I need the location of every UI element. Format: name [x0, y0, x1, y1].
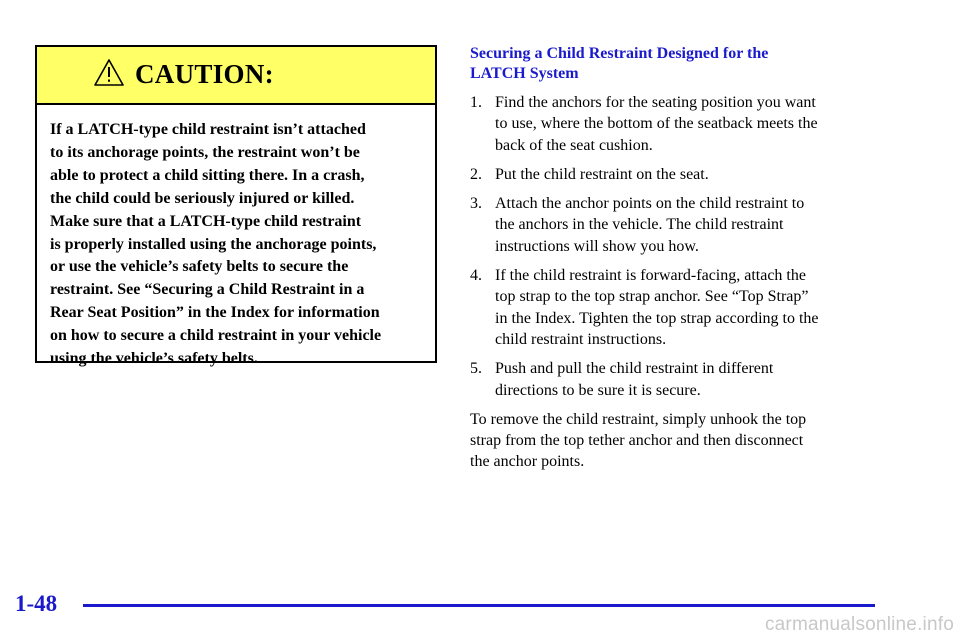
caution-line: Rear Seat Position” in the Index for information — [50, 304, 380, 322]
step-item: 3. Attach the anchor points on the child restraint to the anchors in the vehicle. The child restraint instructions will show you how. — [470, 195, 805, 255]
caution-box — [35, 45, 437, 368]
step-number: 4. — [470, 267, 482, 285]
caution-header — [37, 47, 435, 105]
step-item: 2. Put the child restraint on the seat. — [470, 164, 890, 185]
step-item: 5. Push and pull the child restraint in different directions to be sure it is secure. — [470, 360, 774, 399]
footer-rule — [83, 604, 875, 607]
warning-triangle-icon — [94, 59, 124, 86]
caution-line: able to protect a child sitting there. In a crash, — [50, 166, 365, 184]
step-number: 2. — [470, 165, 482, 183]
step-number: 1. — [470, 94, 482, 111]
step-item: 4. If the child restraint is forward‐facing, attach the top strap to the top strap anchor. See “Top Strap” in the Index. Tighten the top strap according to the child restraint instructions. — [470, 267, 819, 348]
caution-line: is properly installed using the anchorage points, — [50, 235, 377, 253]
caution-line: on how to secure a child restraint in your vehicle — [50, 327, 382, 345]
step-number: 5. — [470, 360, 482, 378]
caution-line: Make sure that a LATCH‐type child restraint — [50, 212, 362, 230]
caution-line: the child could be seriously injured or killed. — [50, 189, 355, 207]
section-heading: Securing a Child Restraint Designed for the LATCH System — [470, 45, 769, 82]
instructions-column — [470, 44, 890, 489]
page-number: 1-48 — [15, 591, 58, 616]
step-number: 3. — [470, 195, 482, 213]
caution-line: If a LATCH‐type child restraint isn’t attached — [50, 121, 366, 138]
watermark: carmanualsonline.info — [764, 614, 954, 635]
caution-text — [37, 105, 435, 371]
caution-line: using the vehicle’s safety belts. — [50, 350, 258, 368]
caution-line: to its anchorage points, the restraint won’t be — [50, 143, 360, 161]
steps-list — [470, 92, 890, 401]
caution-title: CAUTION: — [135, 59, 274, 89]
step-item: 1. Find the anchors for the seating position you want to use, where the bottom of the seatback meets the back of the seat cushion. — [470, 94, 818, 154]
closing-paragraph: To remove the child restraint, simply unhook the top strap from the top tether anchor and then disconnect the anchor points. — [470, 410, 807, 471]
caution-line: or use the vehicle’s safety belts to secure the — [50, 258, 349, 276]
caution-line: restraint. See “Securing a Child Restraint in a — [50, 281, 365, 299]
